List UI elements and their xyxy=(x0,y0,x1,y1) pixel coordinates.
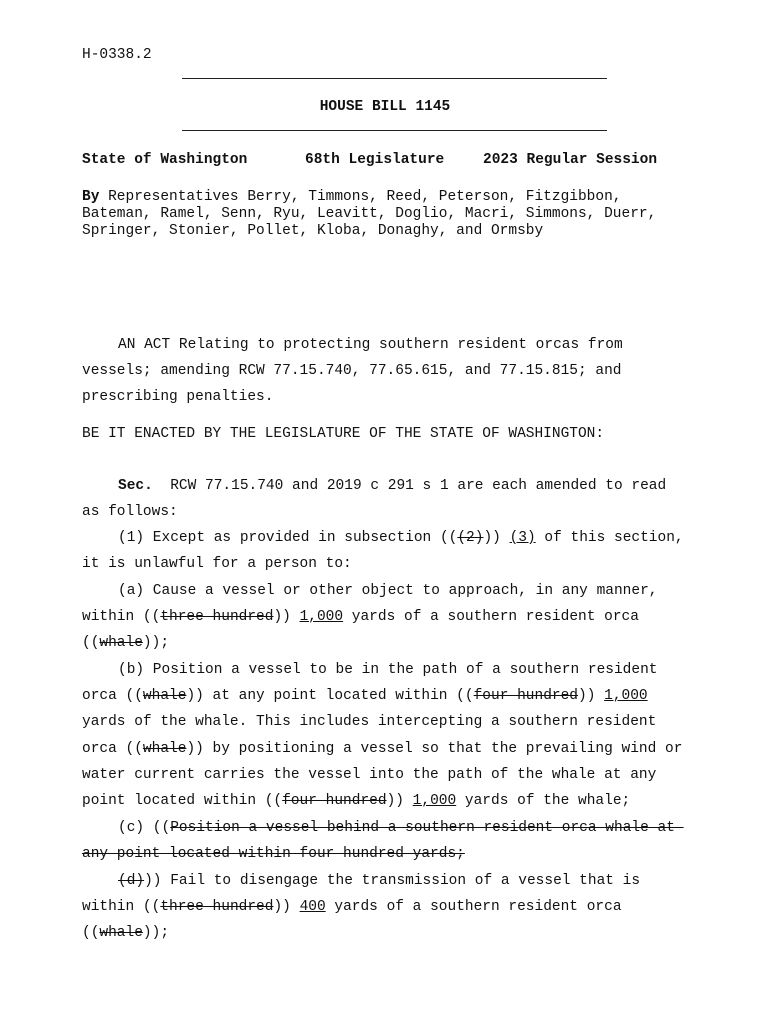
item-b-line-1: (b) Position a vessel to be in the path of a southern resident xyxy=(118,662,658,678)
struck-text: whale xyxy=(99,635,143,651)
struck-text: Position a vessel behind a southern resident orca whale at xyxy=(170,820,684,836)
inserted-text: 1,000 xyxy=(299,609,344,625)
enacting-clause: BE IT ENACTED BY THE LEGISLATURE OF THE STATE OF WASHINGTON: xyxy=(82,426,605,442)
inserted-text: 1,000 xyxy=(412,793,457,809)
subsection-1-line-1: (1) Except as provided in subsection (((2))) (3) of this section, xyxy=(118,530,684,546)
bill-title: HOUSE BILL 1145 xyxy=(319,99,451,115)
struck-text: three hundred xyxy=(160,899,274,915)
session-name: 2023 Regular Session xyxy=(483,152,658,168)
item-b-line-4: orca ((whale)) by positioning a vessel so that the prevailing wind or xyxy=(82,741,683,757)
item-a-line-2: within ((three hundred)) 1,000 yards of a southern resident orca xyxy=(82,609,639,625)
item-b-line-6: point located within ((four hundred)) 1,000 yards of the whale; xyxy=(82,793,631,809)
struck-text: whale xyxy=(99,925,143,941)
struck-text: any point located within four hundred yards; xyxy=(82,846,465,862)
struck-text: whale xyxy=(142,688,187,704)
item-d-line-3: ((whale)); xyxy=(82,925,170,941)
item-a-line-3: ((whale)); xyxy=(82,635,170,651)
sponsors-line-1: By Representatives Berry, Timmons, Reed, Peterson, Fitzgibbon, xyxy=(82,189,622,205)
item-c-line-2 xyxy=(82,845,465,863)
struck-text: four hundred xyxy=(282,793,387,809)
struck-text: (d) xyxy=(118,873,145,889)
item-d-line-1: (d))) Fail to disengage the transmission of a vessel that is xyxy=(118,873,641,889)
state-name: State of Washington xyxy=(82,152,248,168)
act-line-3: prescribing penalties. xyxy=(82,389,274,405)
item-c-line-1: (c) ((Position a vessel behind a southern resident orca whale at xyxy=(118,820,684,836)
subsection-1-line-2: it is unlawful for a person to: xyxy=(82,556,352,572)
item-b-line-2: orca ((whale)) at any point located within ((four hundred)) 1,000 xyxy=(82,688,648,704)
by-label: By xyxy=(82,189,100,205)
sponsors-line-2: Bateman, Ramel, Senn, Ryu, Leavitt, Doglio, Macri, Simmons, Duerr, xyxy=(82,206,657,222)
struck-text: whale xyxy=(142,741,187,757)
struck-text: three hundred xyxy=(160,609,274,625)
title-bottom-rule xyxy=(182,130,607,131)
section-line-1: Sec. RCW 77.15.740 and 2019 c 291 s 1 are each amended to read xyxy=(118,478,667,494)
item-b-line-5: water current carries the vessel into the path of the whale at any xyxy=(82,767,657,783)
section-line-2: as follows: xyxy=(82,504,178,520)
legislature-number: 68th Legislature xyxy=(305,152,445,168)
act-line-2: vessels; amending RCW 77.15.740, 77.65.615, and 77.15.815; and xyxy=(82,363,622,379)
section-label: Sec. xyxy=(118,478,153,494)
document-id: H-0338.2 xyxy=(82,47,152,63)
title-top-rule xyxy=(182,78,607,79)
item-a-line-1: (a) Cause a vessel or other object to approach, in any manner, xyxy=(118,583,658,599)
inserted-text: (3) xyxy=(509,530,536,546)
inserted-text: 400 xyxy=(299,899,326,915)
item-d-line-2: within ((three hundred)) 400 yards of a southern resident orca xyxy=(82,899,622,915)
struck-text: (2) xyxy=(457,530,484,546)
struck-text: four hundred xyxy=(473,688,579,704)
sponsors-line-3: Springer, Stonier, Pollet, Kloba, Donaghy, and Ormsby xyxy=(82,223,544,239)
item-b-line-3: yards of the whale. This includes intercepting a southern resident xyxy=(82,714,657,730)
act-line-1: AN ACT Relating to protecting southern resident orcas from xyxy=(118,337,623,353)
inserted-text: 1,000 xyxy=(604,688,648,704)
